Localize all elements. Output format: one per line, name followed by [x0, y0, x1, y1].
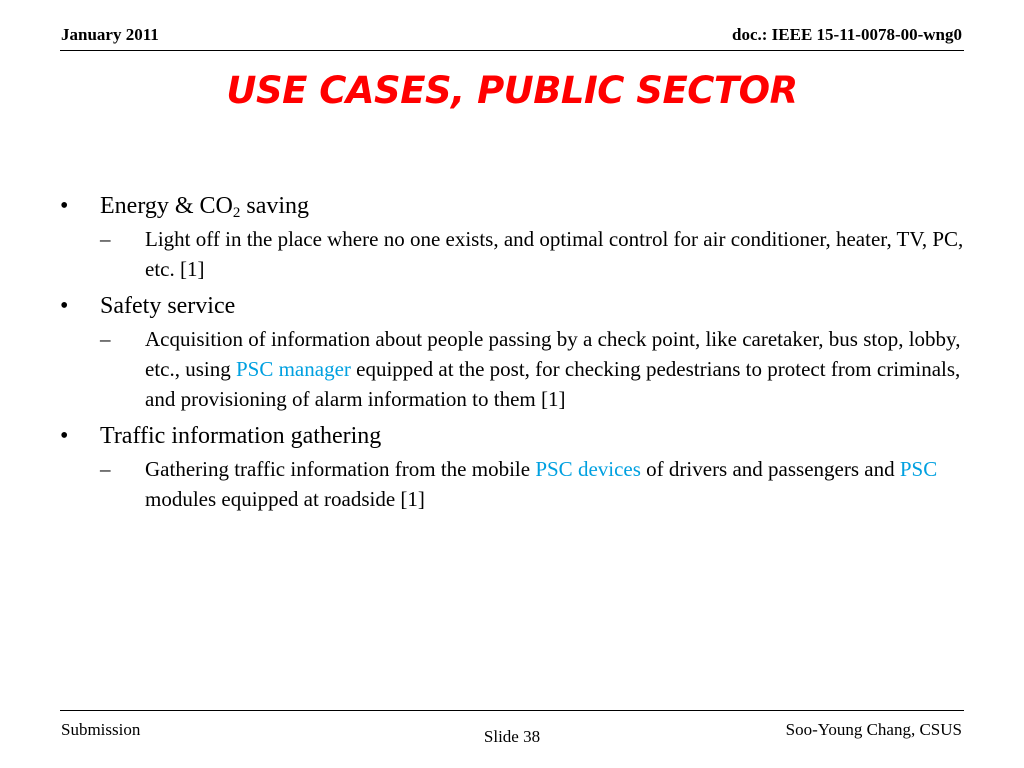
- bullet-energy-text: Energy & CO: [100, 193, 233, 219]
- bullet-marker: •: [60, 193, 69, 219]
- slide-content: [60, 184, 975, 518]
- header-divider: [60, 50, 964, 51]
- sub-bullet-safety-text-1: Acquisition of information about people passing by a check point, like caretaker, bus stop, lobby, etc., using: [145, 327, 961, 381]
- sub-bullet-energy-text: Light off in the place where no one exists, and optimal control for air conditioner, heater, TV, PC, etc. [1]: [145, 227, 964, 281]
- footer-author: Soo-Young Chang, CSUS: [785, 720, 962, 739]
- bullet-energy-text-end: saving: [240, 193, 310, 219]
- footer-slide-number: Slide 38: [483, 727, 541, 746]
- footer-submission: Submission: [61, 720, 141, 739]
- bullet-safety-text: Safety service: [100, 293, 236, 319]
- sub-bullet-traffic-text-1: Gathering traffic information from the mobile: [145, 457, 536, 481]
- dash-marker: –: [100, 457, 111, 481]
- sub-bullet-traffic-text-3: modules equipped at roadside [1]: [145, 487, 425, 511]
- bullet-traffic: [60, 418, 975, 454]
- sub-bullet-safety-text-2: equipped at the post, for checking pedestrians to protect from criminals, and provisioning of alarm information to them [1]: [145, 357, 961, 411]
- bullet-traffic-text: Traffic information gathering: [100, 423, 382, 449]
- bullet-marker: •: [60, 423, 69, 449]
- sub-bullet-traffic: [60, 454, 975, 514]
- dash-marker: –: [100, 327, 111, 351]
- psc-highlight: PSC: [899, 457, 938, 481]
- header-doc-id: doc.: IEEE 15-11-0078-00-wng0: [732, 25, 962, 44]
- bullet-safety: [60, 288, 975, 324]
- footer-divider: [60, 710, 964, 711]
- slide-title: USE CASES, PUBLIC SECTOR: [226, 69, 798, 112]
- dash-marker: –: [100, 227, 111, 251]
- psc-manager-highlight: PSC manager: [235, 357, 351, 381]
- sub-bullet-traffic-text-2: of drivers and passengers and: [640, 457, 900, 481]
- bullet-marker: •: [60, 293, 69, 319]
- subscript-2: 2: [232, 205, 241, 221]
- sub-bullet-safety: [60, 324, 975, 414]
- psc-devices-highlight: PSC devices: [535, 457, 641, 481]
- sub-bullet-energy: [60, 224, 975, 284]
- header-date: January 2011: [61, 25, 159, 44]
- bullet-energy: [60, 188, 975, 224]
